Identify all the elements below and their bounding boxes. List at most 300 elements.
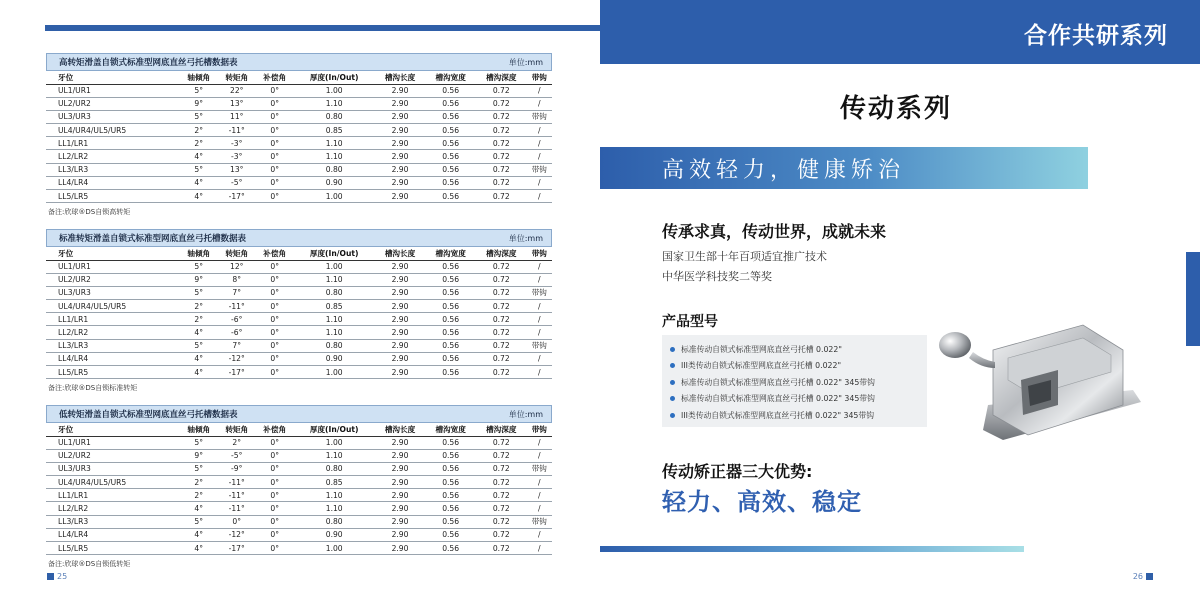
table-cell: 0.80 <box>294 462 375 475</box>
table-cell: 0° <box>256 462 294 475</box>
table-cell: 0.56 <box>425 150 476 163</box>
page-marker-icon <box>47 573 54 580</box>
table-cell: 0.72 <box>476 313 527 326</box>
table-block-standard-torque <box>46 229 552 393</box>
table-cell: 0.72 <box>476 352 527 365</box>
table-cell: 2.90 <box>375 300 426 313</box>
table-row <box>46 150 552 163</box>
table-cell: 0° <box>256 476 294 489</box>
table-cell: 0° <box>256 339 294 352</box>
table-row <box>46 326 552 339</box>
table-cell: 0° <box>256 110 294 123</box>
table-cell: 2.90 <box>375 542 426 555</box>
table-row <box>46 137 552 150</box>
table-cell: 0.56 <box>425 352 476 365</box>
table-cell: 0.80 <box>294 339 375 352</box>
table-cell: 2.90 <box>375 326 426 339</box>
table-cell: 5° <box>180 515 218 528</box>
table-cell: 0.72 <box>476 124 527 137</box>
page-number: 25 <box>57 572 68 581</box>
bullet-icon <box>670 347 675 352</box>
table-cell: 0° <box>256 124 294 137</box>
table-cell: UL1/UR1 <box>46 84 180 97</box>
header-title: 合作共研系列 <box>1024 23 1168 49</box>
table-title-bar <box>46 229 552 247</box>
table-cell: 0.56 <box>425 449 476 462</box>
table-cell: 2° <box>180 300 218 313</box>
table-cell: 5° <box>180 163 218 176</box>
table-cell: 0.56 <box>425 300 476 313</box>
table-cell: 0.56 <box>425 124 476 137</box>
table-cell: UL2/UR2 <box>46 97 180 110</box>
table-cell: 0.72 <box>476 476 527 489</box>
model-label: III类传动自锁式标准型网底直丝弓托槽 0.022" <box>681 361 842 371</box>
table-cell: 0.56 <box>425 489 476 502</box>
table-unit: 单位:mm <box>508 233 543 243</box>
table-cell: LL4/LR4 <box>46 352 180 365</box>
banner-text: 高效轻力，健康矫治 <box>662 158 906 183</box>
table-cell: 0.72 <box>476 97 527 110</box>
list-item <box>670 358 927 375</box>
table-cell: -6° <box>218 313 256 326</box>
table-cell: UL4/UR4/UL5/UR5 <box>46 124 180 137</box>
table-cell: / <box>527 489 552 502</box>
table-cell: 0.56 <box>425 190 476 203</box>
table-cell: LL2/LR2 <box>46 326 180 339</box>
table-cell: 9° <box>180 273 218 286</box>
table-cell: UL3/UR3 <box>46 110 180 123</box>
table-row <box>46 502 552 515</box>
table-cell: -17° <box>218 190 256 203</box>
table-cell: LL5/LR5 <box>46 542 180 555</box>
table-cell: -11° <box>218 124 256 137</box>
table-row <box>46 300 552 313</box>
table-cell: LL2/LR2 <box>46 150 180 163</box>
table-cell: / <box>527 150 552 163</box>
bullet-icon <box>670 380 675 385</box>
model-list <box>662 335 927 427</box>
table-cell: 0.56 <box>425 462 476 475</box>
table-row <box>46 489 552 502</box>
award-1: 国家卫生部十年百项适宜推广技术 <box>662 250 827 263</box>
table-cell: 0.72 <box>476 300 527 313</box>
table-cell: -3° <box>218 137 256 150</box>
model-label: 标准传动自锁式标准型网底直丝弓托槽 0.022" 345带钩 <box>681 377 875 387</box>
page-number: 26 <box>1132 572 1143 581</box>
table-cell: 13° <box>218 163 256 176</box>
data-table <box>46 247 552 379</box>
list-item <box>670 341 927 358</box>
award-2: 中华医学科技奖二等奖 <box>662 270 772 283</box>
column-header: 补偿角 <box>256 71 294 84</box>
table-row <box>46 476 552 489</box>
table-unit: 单位:mm <box>508 409 543 419</box>
table-cell: 0° <box>256 84 294 97</box>
table-row <box>46 124 552 137</box>
table-cell: 0.56 <box>425 528 476 541</box>
table-cell: 2° <box>180 124 218 137</box>
table-cell: 0° <box>256 137 294 150</box>
table-title: 高转矩滑盖自锁式标准型网底直丝弓托槽数据表 <box>59 58 238 68</box>
table-cell: / <box>527 300 552 313</box>
slogan-banner <box>600 147 1088 189</box>
table-cell: 0° <box>256 489 294 502</box>
bullet-icon <box>670 396 675 401</box>
table-cell: 0.72 <box>476 366 527 379</box>
table-cell: 0.85 <box>294 300 375 313</box>
table-cell: / <box>527 260 552 273</box>
table-cell: 2° <box>218 436 256 449</box>
table-cell: UL4/UR4/UL5/UR5 <box>46 476 180 489</box>
table-cell: 4° <box>180 502 218 515</box>
column-header: 转矩角 <box>218 423 256 436</box>
table-cell: 0.72 <box>476 462 527 475</box>
table-cell: / <box>527 352 552 365</box>
edge-tab <box>1186 252 1200 346</box>
table-cell: 2.90 <box>375 273 426 286</box>
table-row <box>46 366 552 379</box>
table-cell: 0.56 <box>425 436 476 449</box>
table-cell: 1.10 <box>294 313 375 326</box>
column-header: 槽沟宽度 <box>425 247 476 260</box>
bottom-accent-bar <box>600 546 1024 552</box>
table-cell: -9° <box>218 462 256 475</box>
table-cell: 0° <box>256 176 294 189</box>
table-row <box>46 449 552 462</box>
model-label: III类传动自锁式标准型网底直丝弓托槽 0.022" 345带钩 <box>681 410 874 420</box>
table-cell: UL2/UR2 <box>46 273 180 286</box>
column-header: 转矩角 <box>218 247 256 260</box>
table-cell: 带钩 <box>527 339 552 352</box>
table-cell: 0.72 <box>476 542 527 555</box>
table-cell: 0.72 <box>476 449 527 462</box>
page-number-left <box>47 572 67 581</box>
table-cell: 1.10 <box>294 273 375 286</box>
table-cell: 0° <box>256 97 294 110</box>
table-cell: 0.72 <box>476 286 527 299</box>
table-cell: / <box>527 176 552 189</box>
table-cell: 0° <box>256 163 294 176</box>
table-cell: 4° <box>180 326 218 339</box>
bullet-icon <box>670 413 675 418</box>
table-cell: 2.90 <box>375 97 426 110</box>
table-cell: UL4/UR4/UL5/UR5 <box>46 300 180 313</box>
table-cell: 0.56 <box>425 260 476 273</box>
table-cell: 0° <box>256 150 294 163</box>
table-cell: 2.90 <box>375 489 426 502</box>
table-cell: 0° <box>256 313 294 326</box>
table-cell: 0.80 <box>294 110 375 123</box>
table-cell: / <box>527 137 552 150</box>
table-cell: / <box>527 542 552 555</box>
table-cell: LL1/LR1 <box>46 489 180 502</box>
table-cell: 0.90 <box>294 352 375 365</box>
table-cell: 0.90 <box>294 528 375 541</box>
list-item <box>670 391 927 408</box>
table-row <box>46 339 552 352</box>
table-cell: / <box>527 124 552 137</box>
table-title-bar <box>46 405 552 423</box>
table-row <box>46 84 552 97</box>
table-cell: 0.72 <box>476 339 527 352</box>
table-cell: 5° <box>180 84 218 97</box>
table-cell: 2.90 <box>375 110 426 123</box>
table-cell: 0° <box>256 273 294 286</box>
table-cell: 4° <box>180 528 218 541</box>
column-header: 轴倾角 <box>180 423 218 436</box>
table-cell: / <box>527 313 552 326</box>
table-cell: 0.90 <box>294 176 375 189</box>
table-cell: 0° <box>218 515 256 528</box>
table-cell: LL5/LR5 <box>46 366 180 379</box>
top-accent-bar <box>45 25 600 31</box>
model-label: 标准传动自锁式标准型网底直丝弓托槽 0.022" <box>681 344 842 354</box>
table-row <box>46 528 552 541</box>
table-cell: / <box>527 84 552 97</box>
table-cell: 13° <box>218 97 256 110</box>
table-cell: 2.90 <box>375 137 426 150</box>
data-table <box>46 71 552 203</box>
column-header: 槽沟宽度 <box>425 423 476 436</box>
bullet-icon <box>670 363 675 368</box>
table-cell: 1.10 <box>294 489 375 502</box>
header-bar <box>600 0 1200 64</box>
table-cell: 0.72 <box>476 190 527 203</box>
page-marker-icon <box>1146 573 1153 580</box>
table-cell: 带钩 <box>527 515 552 528</box>
table-cell: 0.85 <box>294 124 375 137</box>
table-cell: 2.90 <box>375 124 426 137</box>
table-row <box>46 542 552 555</box>
table-cell: LL4/LR4 <box>46 528 180 541</box>
table-cell: 5° <box>180 110 218 123</box>
table-cell: -6° <box>218 326 256 339</box>
table-cell: 5° <box>180 260 218 273</box>
table-row <box>46 176 552 189</box>
column-header: 厚度(In/Out) <box>294 423 375 436</box>
table-cell: UL2/UR2 <box>46 449 180 462</box>
table-cell: 0° <box>256 436 294 449</box>
table-cell: 4° <box>180 190 218 203</box>
table-cell: 0.56 <box>425 163 476 176</box>
table-row <box>46 273 552 286</box>
table-title: 标准转矩滑盖自锁式标准型网底直丝弓托槽数据表 <box>59 234 247 244</box>
table-cell: 2.90 <box>375 449 426 462</box>
column-header: 厚度(In/Out) <box>294 247 375 260</box>
table-cell: / <box>527 449 552 462</box>
table-row <box>46 436 552 449</box>
column-header: 带钩 <box>527 71 552 84</box>
table-cell: / <box>527 528 552 541</box>
table-cell: 9° <box>180 449 218 462</box>
table-cell: 0° <box>256 515 294 528</box>
table-row <box>46 110 552 123</box>
table-cell: 0.72 <box>476 528 527 541</box>
table-cell: 0.56 <box>425 273 476 286</box>
column-header: 槽沟长度 <box>375 423 426 436</box>
table-row <box>46 515 552 528</box>
table-cell: 带钩 <box>527 286 552 299</box>
table-cell: 2° <box>180 313 218 326</box>
table-cell: 2.90 <box>375 462 426 475</box>
table-cell: 0.72 <box>476 489 527 502</box>
table-cell: 2.90 <box>375 176 426 189</box>
table-cell: 0° <box>256 366 294 379</box>
column-header: 厚度(In/Out) <box>294 71 375 84</box>
advantage-subtitle: 轻力、高效、稳定 <box>662 488 862 516</box>
table-cell: 0.85 <box>294 476 375 489</box>
table-note: 备注:欣球®DS自锁标准转矩 <box>48 384 138 393</box>
table-cell: 2.90 <box>375 339 426 352</box>
table-cell: -3° <box>218 150 256 163</box>
table-unit: 单位:mm <box>508 57 543 67</box>
table-cell: / <box>527 190 552 203</box>
column-header: 槽沟深度 <box>476 71 527 84</box>
table-row <box>46 190 552 203</box>
table-cell: 2° <box>180 476 218 489</box>
table-cell: 0° <box>256 502 294 515</box>
table-header-row <box>46 71 552 84</box>
table-row <box>46 462 552 475</box>
table-cell: 2° <box>180 489 218 502</box>
table-title-bar <box>46 53 552 71</box>
table-cell: 2.90 <box>375 260 426 273</box>
column-header: 带钩 <box>527 247 552 260</box>
table-cell: 1.10 <box>294 97 375 110</box>
table-cell: / <box>527 366 552 379</box>
table-cell: 2.90 <box>375 313 426 326</box>
table-cell: 2.90 <box>375 528 426 541</box>
table-cell: 1.00 <box>294 542 375 555</box>
table-cell: 1.10 <box>294 326 375 339</box>
page-number-right <box>1133 572 1153 581</box>
column-header: 牙位 <box>46 423 180 436</box>
bracket-product-image <box>933 310 1143 460</box>
column-header: 牙位 <box>46 247 180 260</box>
table-cell: 0.56 <box>425 176 476 189</box>
table-cell: 9° <box>180 97 218 110</box>
table-cell: -11° <box>218 489 256 502</box>
table-cell: / <box>527 476 552 489</box>
table-cell: 7° <box>218 286 256 299</box>
table-note: 备注:欣球®DS自锁低转矩 <box>48 560 131 569</box>
table-cell: 11° <box>218 110 256 123</box>
table-cell: LL4/LR4 <box>46 176 180 189</box>
table-cell: LL5/LR5 <box>46 190 180 203</box>
table-cell: 0.56 <box>425 110 476 123</box>
table-cell: 0.72 <box>476 176 527 189</box>
table-cell: 22° <box>218 84 256 97</box>
column-header: 槽沟深度 <box>476 423 527 436</box>
table-cell: 2.90 <box>375 352 426 365</box>
table-cell: -12° <box>218 352 256 365</box>
table-cell: LL3/LR3 <box>46 515 180 528</box>
table-cell: 8° <box>218 273 256 286</box>
column-header: 轴倾角 <box>180 71 218 84</box>
table-cell: / <box>527 502 552 515</box>
table-cell: 0.56 <box>425 84 476 97</box>
table-cell: 0.72 <box>476 515 527 528</box>
table-cell: 4° <box>180 150 218 163</box>
table-cell: UL1/UR1 <box>46 436 180 449</box>
table-cell: 0.72 <box>476 84 527 97</box>
table-cell: LL3/LR3 <box>46 163 180 176</box>
column-header: 槽沟宽度 <box>425 71 476 84</box>
table-cell: -17° <box>218 542 256 555</box>
table-row <box>46 352 552 365</box>
table-cell: -11° <box>218 300 256 313</box>
table-cell: 0.80 <box>294 163 375 176</box>
table-cell: 0.56 <box>425 542 476 555</box>
table-cell: 0.72 <box>476 273 527 286</box>
column-header: 牙位 <box>46 71 180 84</box>
table-cell: 0° <box>256 326 294 339</box>
column-header: 槽沟长度 <box>375 71 426 84</box>
table-cell: 5° <box>180 286 218 299</box>
table-cell: / <box>527 436 552 449</box>
table-cell: 0.56 <box>425 476 476 489</box>
table-cell: / <box>527 326 552 339</box>
column-header: 槽沟长度 <box>375 247 426 260</box>
table-cell: UL1/UR1 <box>46 260 180 273</box>
table-cell: 0° <box>256 542 294 555</box>
table-row <box>46 163 552 176</box>
list-item <box>670 407 927 424</box>
table-cell: 4° <box>180 542 218 555</box>
table-block-high-torque <box>46 53 552 217</box>
table-cell: 12° <box>218 260 256 273</box>
table-cell: 4° <box>180 366 218 379</box>
tagline: 传承求真，传动世界，成就未来 <box>662 222 887 241</box>
list-item <box>670 374 927 391</box>
table-cell: 0.56 <box>425 326 476 339</box>
table-cell: 0.56 <box>425 137 476 150</box>
table-cell: 0° <box>256 190 294 203</box>
table-cell: 0° <box>256 286 294 299</box>
table-cell: 2.90 <box>375 436 426 449</box>
table-cell: 带钩 <box>527 110 552 123</box>
table-cell: -11° <box>218 502 256 515</box>
table-cell: 0.72 <box>476 502 527 515</box>
table-cell: 0.80 <box>294 286 375 299</box>
table-cell: 1.00 <box>294 436 375 449</box>
table-cell: 0.56 <box>425 339 476 352</box>
table-cell: 0.56 <box>425 286 476 299</box>
table-cell: 1.00 <box>294 190 375 203</box>
column-header: 轴倾角 <box>180 247 218 260</box>
table-cell: UL3/UR3 <box>46 286 180 299</box>
table-cell: 0.72 <box>476 326 527 339</box>
table-cell: 7° <box>218 339 256 352</box>
table-cell: 1.00 <box>294 366 375 379</box>
table-cell: 1.00 <box>294 84 375 97</box>
table-header-row <box>46 423 552 436</box>
table-cell: 0.56 <box>425 515 476 528</box>
column-header: 补偿角 <box>256 247 294 260</box>
table-cell: 2° <box>180 137 218 150</box>
table-cell: 0.56 <box>425 313 476 326</box>
table-cell: 2.90 <box>375 476 426 489</box>
table-cell: 带钩 <box>527 462 552 475</box>
table-cell: 1.10 <box>294 137 375 150</box>
column-header: 补偿角 <box>256 423 294 436</box>
table-cell: 5° <box>180 436 218 449</box>
table-cell: 0° <box>256 260 294 273</box>
table-header-row <box>46 247 552 260</box>
table-cell: 2.90 <box>375 150 426 163</box>
table-cell: 0.72 <box>476 436 527 449</box>
table-cell: LL1/LR1 <box>46 313 180 326</box>
